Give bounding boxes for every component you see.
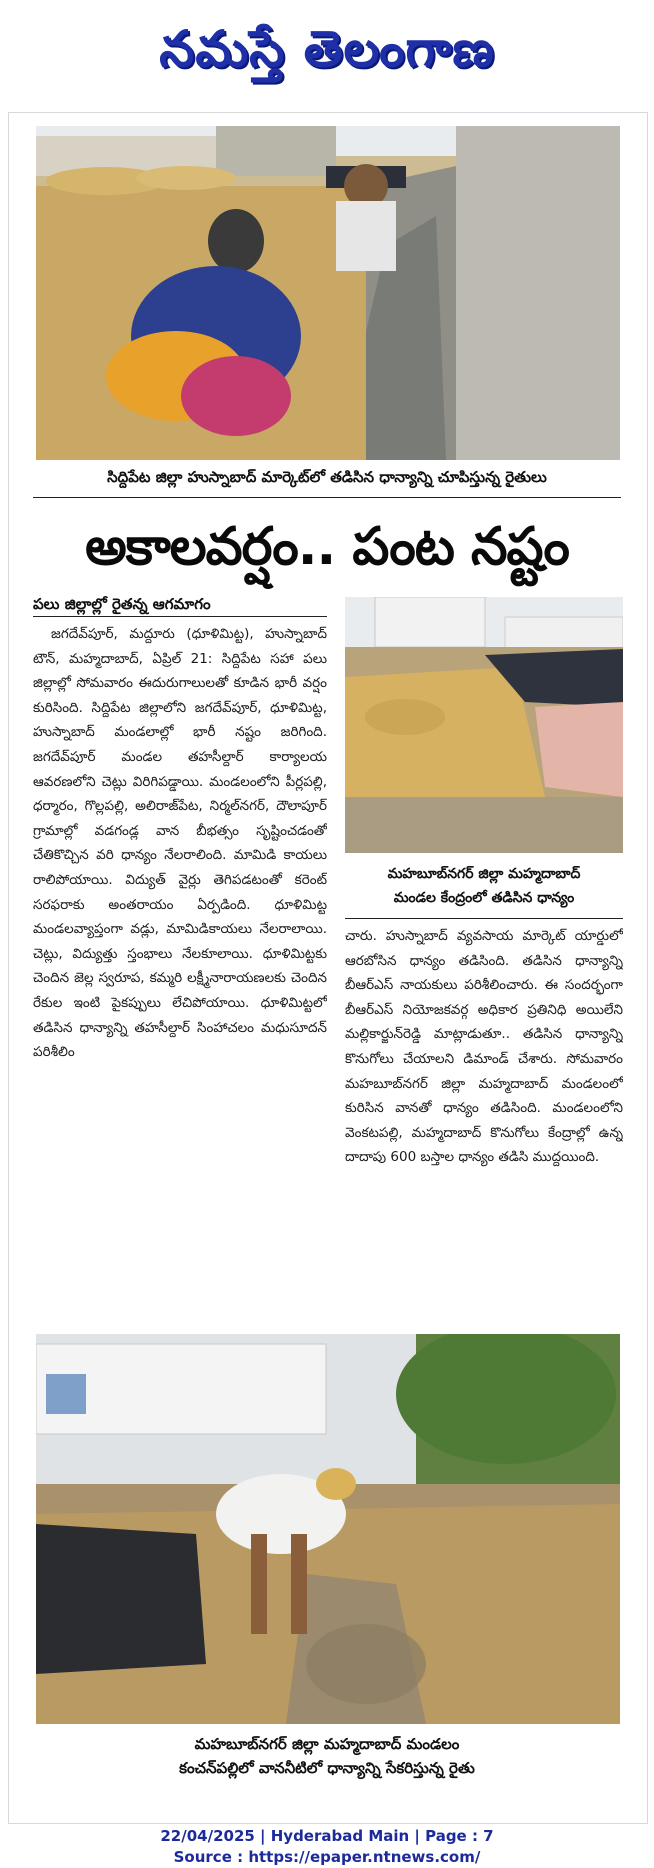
photo-top-image — [36, 126, 620, 460]
footer-edition-info: 22/04/2025 | Hyderabad Main | Page : 7 — [160, 1827, 494, 1845]
photo-bottom — [36, 1334, 620, 1724]
caption-bottom-line1: మహబూబ్‌నగర్ జిల్లా మహ్మదాబాద్ మండలం — [194, 1735, 460, 1753]
article-column-left: జగదేవ్‌పూర్, మద్దూరు (ధూళిమిట్ట), హుస్నాబాద్ టౌన్, మహ్మదాబాద్, ఏప్రిల్ 21: సిద్దిపేట సహా పలు జిల్లాల్లో సోమవారం ఈదురుగాలులతో కూడిన భారీ వర్షం కురిసింది. సిద్దిపేట జిల్లాలోని జగదేవ్‌పూర్, ధూళిమిట్ట, హుస్నాబాద్ మండలాల్లో భారీ నష్టం జరిగింది. జగదేవ్‌పూర్ మండల తహసీల్దార్ కార్యాలయ ఆవరణలోని చెట్లు విరిగిపడ్డాయి. మండలంలోని పీర్లపల్లి, ధర్మారం, గొల్లపల్లి, అలిరాజ్‌పేట, నిర్మల్‌నగర్, దౌలాపూర్ గ్రామాల్లో వడగండ్ల వాన బీభత్సం సృష్టించడంతో చేతికొచ్చిన వరి ధాన్యం నేలరాలింది. మామిడి కాయలు రాలిపోయాయి. విద్యుత్ వైర్లు తెగిపడటంతో కరెంట్ సరఫరాకు అంతరాయం ఏర్పడింది. ధూళిమిట్ట మండలవ్యాప్తంగా వడ్లు, మామిడికాయలు నేలరాలాయి. చెట్లు, విద్యుత్తు స్తంభాలు నేలకూలాయి. ధూళిమిట్టకు చెందిన జెల్ల స్వరూప, కమ్మరి లక్ష్మీనారాయణలకు చెందిన రేకుల ఇంటి పైకప్పులు లేచిపోయాయి. ధూళిమిట్టలో తడిసిన ధాన్యాన్ని తహసీల్దార్ సింహాచలం మధుసూదన్ పరిశీలిం — [33, 626, 327, 1061]
footer-source-link[interactable]: Source : https://epaper.ntnews.com/ — [173, 1848, 481, 1866]
newspaper-title: నమస్తే తెలంగాణ — [159, 19, 495, 78]
caption-right-line2: మండల కేంద్రంలో తడిసిన ధాన్యం — [393, 890, 575, 906]
caption-bottom — [30, 1732, 624, 1780]
photo-bottom-image — [36, 1334, 620, 1724]
article-column-right: చారు. హుస్నాబాద్ వ్యవసాయ మార్కెట్ యార్డులో ఆరబోసిన ధాన్యం తడిసింది. తడిసిన ధాన్యాన్ని బీఆర్‌ఎస్ నాయకులు పరిశీలించారు. ఈ సందర్భంగా బీఆర్‌ఎస్ నియోజకవర్గ అధికార ప్రతినిధి అయిలేని మల్లికార్జున్‌రెడ్డి మాట్లాడుతూ.. తడిసిన ధాన్యాన్ని కొనుగోలు చేయాలని డిమాండ్ చేశారు. సోమవారం మహబూబ్‌నగర్ జిల్లా మహ్మదాబాద్ మండలంలో కురిసిన వానతో ధాన్యం తడిసింది. మండలంలోని వెంకటపల్లి, మహ్మదాబాద్ కొనుగోలు కేంద్రాల్లో ఉన్న దాదాపు 600 బస్తాల ధాన్యం తడిసి ముద్దయింది. — [345, 928, 623, 1166]
subhead-underline — [33, 616, 327, 617]
caption-right-line1: మహబూబ్‌నగర్ జిల్లా మహ్మదాబాద్ — [387, 866, 581, 882]
divider-top — [33, 497, 621, 498]
photo-right — [345, 597, 623, 853]
masthead — [0, 0, 654, 110]
divider-right — [345, 918, 623, 919]
caption-right — [345, 862, 623, 910]
photo-top — [36, 126, 620, 460]
photo-right-image — [345, 597, 623, 853]
page-footer — [0, 1826, 654, 1868]
caption-top-text: సిద్దిపేట జిల్లా హుస్నాబాద్ మార్కెట్‌లో తడిసిన ధాన్యాన్ని చూపిస్తున్న రైతులు — [107, 468, 547, 486]
caption-bottom-line2: కంచన్‌పల్లిలో వాననీటిలో ధాన్యాన్ని సేకరిస్తున్న రైతు — [179, 1759, 475, 1777]
caption-top — [30, 466, 624, 488]
article-headline: అకాలవర్షం.. పంట నష్టం — [85, 517, 569, 577]
article-subhead: పలు జిల్లాల్లో రైతన్న ఆగమాగం — [33, 595, 211, 613]
